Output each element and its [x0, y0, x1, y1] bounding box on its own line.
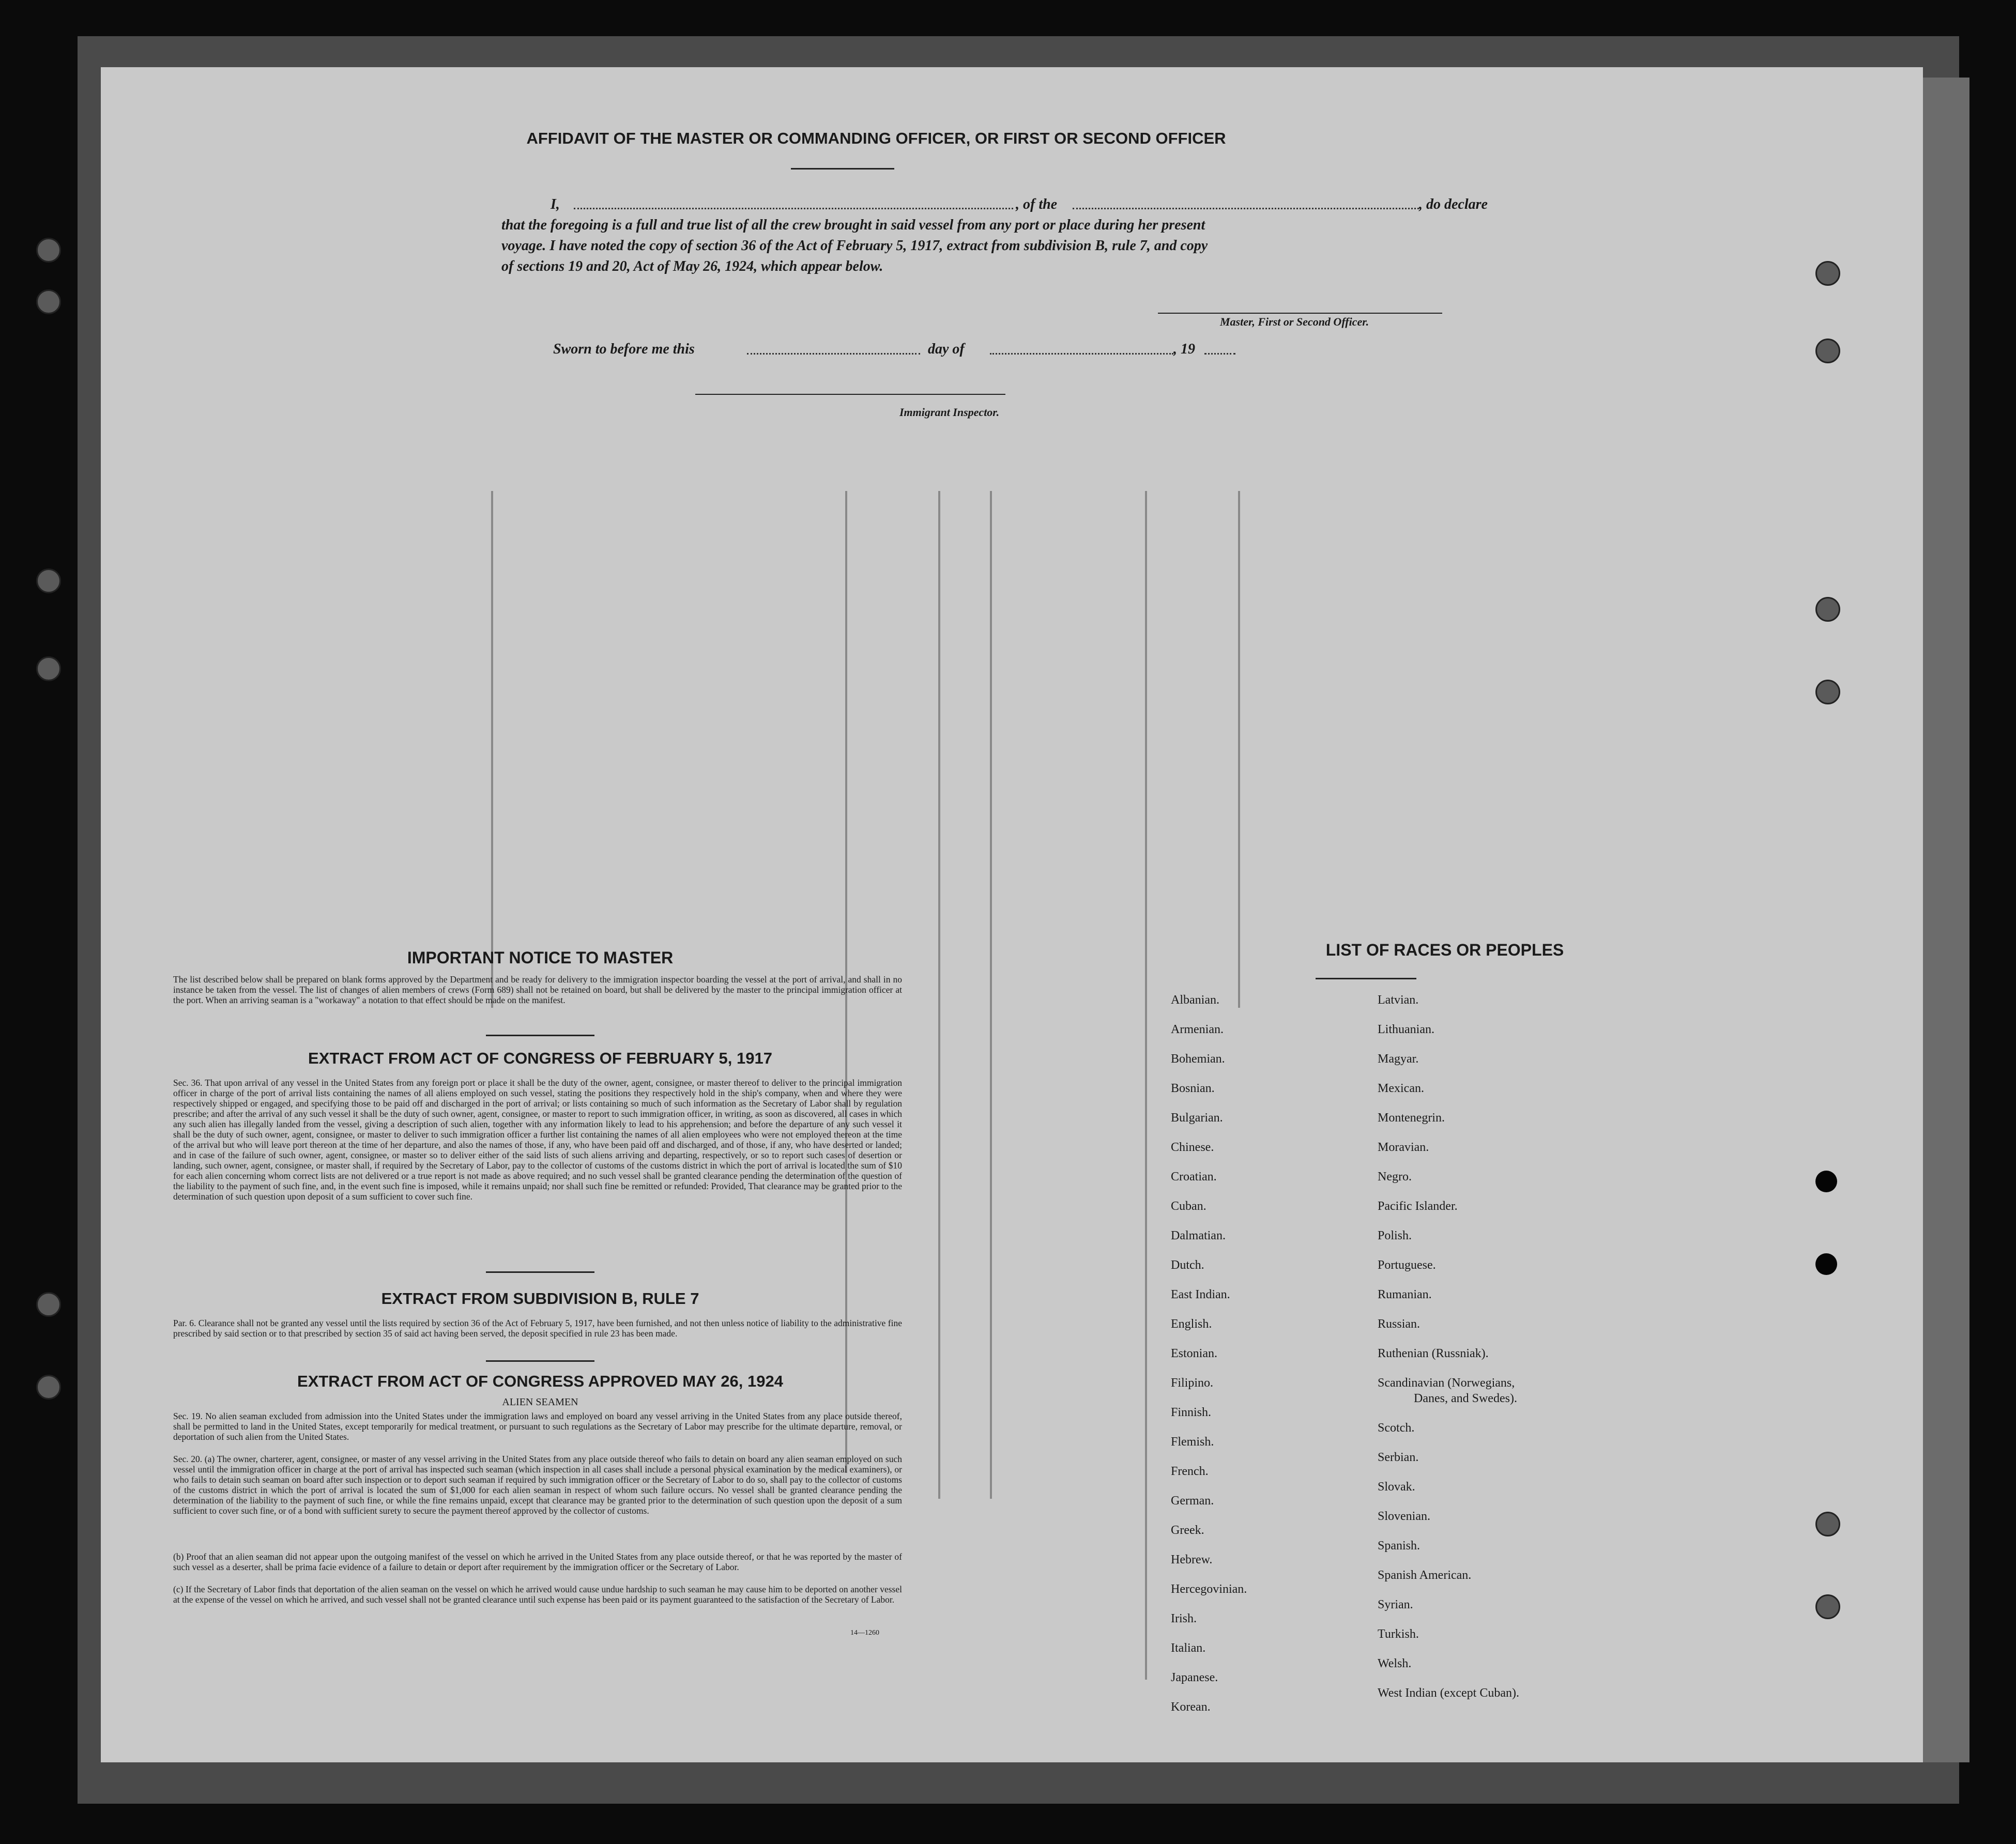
race-item: Finnish. [1171, 1406, 1212, 1419]
alien-seamen-subtitle: ALIEN SEAMEN [502, 1396, 578, 1408]
affidavit-title: AFFIDAVIT OF THE MASTER OR COMMANDING OFFICER, OR FIRST OR SECOND OFFICER [526, 129, 1226, 147]
punch-hole [36, 1375, 61, 1400]
name-blank [574, 208, 1013, 209]
race-item: Rumanian. [1378, 1288, 1432, 1301]
extract-1917-text: Sec. 36. That upon arrival of any vessel in the United States from any foreign port or place it shall be the duty of the owner, agent, consignee, or master thereof to deliver to the principal immigration officer in charge of the port of arrival lists containing the names of all aliens employed on such vessel, stating the positions they respectively hold in the ship's company, when and where they were respectively shipped or engaged, and specifying those to be paid off and discharged in the port of arrival; or lists containing so much of such information as the Secretary of Labor shall by regulation prescribe; and after the arrival of any such vessel it shall be the duty of such owner, agent, consignee, or master to report to such immigration officer, in writing, as soon as discovered, all cases in which any such alien has illegally landed from the vessel, giving a description of such alien, together with any information likely to lead to his apprehension; and before the departure of any such vessel it shall be the duty of such owner, agent, consignee, or master to deliver to such immigration officer a further list containing the names of all alien employees who were not employed thereon at the time of the arrival but who will leave port thereon at the time of her departure, and also the names of those, if any, who have been paid off and discharged, and of those, if any, who have deserted or landed; and in case of the failure of such owner, agent, consignee, or master so to deliver either of the said lists of such aliens arriving and departing, respectively, or so to report such cases of desertion or landing, such owner, agent, consignee, or master shall, if required by the Secretary of Labor, pay to the collector of customs of the customs district in which the port of arrival is located the sum of $10 for each alien concerning whom correct lists are not delivered or a true report is not made as above required; and no such vessel shall be granted clearance pending the determination of the question of the liability to the payment of such fine, and, in the event such fine is imposed, while it remains unpaid; nor shall such fine be remitted or refunded: Provided, That clearance may be granted prior to the determination of such question upon deposit of a sum sufficient to cover such fine. [173, 1078, 902, 1202]
punch-hole [1815, 1171, 1837, 1192]
race-item: Scotch. [1378, 1421, 1415, 1435]
affidavit-do-declare: , do declare [1419, 196, 1488, 212]
punch-hole [1815, 1594, 1840, 1619]
sec19-text: Sec. 19. No alien seaman excluded from admission into the United States under the immigration laws and employed on board any vessel arriving in the United States from any place outside thereof, shall be permitted to land in the United States, except temporarily for medical treatment, or pursuant to such regulations as the Secretary of Labor may prescribe for the ultimate departure, removal, or deportation of such alien from the United States. [173, 1411, 902, 1442]
race-item: Serbian. [1378, 1451, 1419, 1464]
race-item: Slovenian. [1378, 1510, 1430, 1523]
race-item: Greek. [1171, 1524, 1204, 1537]
race-item: Dutch. [1171, 1258, 1204, 1272]
race-item: Montenegrin. [1378, 1111, 1445, 1125]
notice-title: IMPORTANT NOTICE TO MASTER [407, 948, 674, 967]
form-number: 14—1260 [850, 1629, 879, 1637]
month-blank [990, 353, 1173, 355]
notice-text: The list described below shall be prepared on blank forms approved by the Department and be ready for delivery to the immigration inspector boarding the vessel at the port of arrival, and shall in no instance be taken from the vessel. The list of changes of alien members of crews (Form 689) shall not be retained on board, but shall be delivered by the master to the principal immigration officer at the port. When an arriving seaman is a "workaway" a notation to that effect should be made on the manifest. [173, 974, 902, 1005]
document-page [101, 67, 1923, 1762]
day-blank [747, 353, 920, 355]
sec20b-text: (b) Proof that an alien seaman did not appear upon the outgoing manifest of the vessel on which he arrived in the United States from any place outside thereof, or that he was reported by the master of such vessel as a deserter, shall be prima facie evidence of a failure to detain or deport after requirement by the immigration officer or the Secretary of Labor. [173, 1551, 902, 1572]
extract-1917-title: EXTRACT FROM ACT OF CONGRESS OF FEBRUARY 5, 1917 [308, 1049, 772, 1067]
race-item: Bulgarian. [1171, 1111, 1223, 1125]
sec20c-text: (c) If the Secretary of Labor finds that deportation of the alien seaman on the vessel on which he arrived would cause undue hardship to such seaman he may cause him to be deported on another vessel at the expense of the vessel on which he arrived, and such vessel shall not be granted clearance until such expense has been paid or its payment guaranteed to the satisfaction of the Secretary of Labor. [173, 1584, 902, 1605]
signature-label: Master, First or Second Officer. [1220, 315, 1369, 328]
sworn-day-of: day of [928, 341, 965, 357]
affidavit-line3: voyage. I have noted the copy of section 36 of the Act of February 5, 1917, extract from subdivision B, rule 7, and copy [501, 238, 1208, 254]
race-item: Albanian. [1171, 993, 1219, 1007]
rule7-divider [486, 1360, 594, 1362]
race-item: Bohemian. [1171, 1052, 1225, 1066]
race-item: Danes, and Swedes). [1414, 1392, 1517, 1405]
sec20a-text: Sec. 20. (a) The owner, charterer, agent, consignee, or master of any vessel arriving in the United States from any place outside thereof who fails to detain on board any alien seaman employed on such vessel until the immigration officer in charge at the port of arrival has inspected such seaman (which inspection in all cases shall include a personal physical examination by the medical examiners), or who fails to detain such seaman on board after such inspection or to deport such seaman if required by such immigration officer or the Secretary of Labor to do so, shall pay to the collector of customs of the customs district in which the port of arrival is located the sum of $1,000 for each alien seaman in respect of whom such failure occurs. No vessel shall be granted clearance pending the determination of the liability to the payment of such fine, or while the fine remains unpaid, except that clearance may be granted prior to the determination of such question upon the deposit of a sum sufficient to cover such fine, or of a bond with sufficient surety to secure the payment thereof approved by the collector of customs. [173, 1454, 902, 1516]
race-item: Spanish American. [1378, 1569, 1472, 1582]
race-item: East Indian. [1171, 1288, 1230, 1301]
bleed-through-line [1145, 491, 1147, 1680]
race-item: Hebrew. [1171, 1553, 1213, 1566]
signature-line [1158, 313, 1442, 314]
punch-hole [1815, 339, 1840, 363]
race-item: Pacific Islander. [1378, 1200, 1458, 1213]
race-item: Polish. [1378, 1229, 1412, 1242]
race-item: Ruthenian (Russniak). [1378, 1347, 1489, 1360]
rule7-text: Par. 6. Clearance shall not be granted any vessel until the lists required by section 36 of the Act of February 5, 1917, have been furnished, and not then unless notice of liability to the administrative fine prescribed by said section or to that prescribed by section 35 of said act having been served, the deposit specified in rule 23 has been made. [173, 1318, 902, 1339]
race-item: Chinese. [1171, 1141, 1214, 1154]
year-blank [1204, 353, 1235, 355]
punch-hole [36, 1292, 61, 1317]
sworn-year: , 19 [1173, 341, 1195, 357]
race-item: Negro. [1378, 1170, 1412, 1184]
affidavit-line2: that the foregoing is a full and true list of all the crew brought in said vessel from any port or place during her present [501, 217, 1205, 233]
punch-hole [36, 568, 61, 593]
race-item: Latvian. [1378, 993, 1419, 1007]
inspector-label: Immigrant Inspector. [899, 406, 1000, 419]
punch-hole [1815, 680, 1840, 704]
races-title: LIST OF RACES OR PEOPLES [1325, 941, 1564, 959]
affidavit-i: I, [551, 196, 560, 212]
extract-1924-title: EXTRACT FROM ACT OF CONGRESS APPROVED MAY 26, 1924 [297, 1372, 783, 1390]
race-item: Moravian. [1378, 1141, 1429, 1154]
race-item: Dalmatian. [1171, 1229, 1226, 1242]
sworn-prefix: Sworn to before me this [553, 341, 695, 357]
race-item: West Indian (except Cuban). [1378, 1686, 1519, 1700]
punch-hole [1815, 597, 1840, 622]
race-item: Spanish. [1378, 1539, 1421, 1553]
race-item: Syrian. [1378, 1598, 1413, 1611]
bleed-through-line [491, 491, 493, 1008]
race-item: Armenian. [1171, 1023, 1224, 1036]
bleed-through-line [1238, 491, 1240, 1008]
race-item: Croatian. [1171, 1170, 1217, 1184]
affidavit-line4: of sections 19 and 20, Act of May 26, 1924, which appear below. [501, 258, 883, 274]
punch-hole [36, 656, 61, 681]
race-item: Bosnian. [1171, 1082, 1215, 1095]
rule7-title: EXTRACT FROM SUBDIVISION B, RULE 7 [381, 1289, 699, 1308]
race-item: Hercegovinian. [1171, 1582, 1247, 1596]
vessel-blank [1073, 208, 1419, 209]
races-divider [1316, 978, 1416, 979]
punch-hole [1815, 1253, 1837, 1275]
race-item: English. [1171, 1317, 1212, 1331]
extract-1917-divider [486, 1271, 594, 1273]
race-item: Magyar. [1378, 1052, 1419, 1066]
bleed-through-line [938, 491, 940, 1499]
race-item: Cuban. [1171, 1200, 1206, 1213]
race-item: Welsh. [1378, 1657, 1412, 1670]
race-item: Japanese. [1171, 1671, 1218, 1684]
race-item: Flemish. [1171, 1435, 1214, 1449]
punch-hole [36, 289, 61, 314]
inspector-signature-line [695, 394, 1005, 395]
punch-hole [36, 238, 61, 263]
title-underline [791, 168, 894, 170]
race-item: French. [1171, 1465, 1209, 1478]
race-item: Lithuanian. [1378, 1023, 1434, 1036]
races-left-column [1171, 992, 1357, 1729]
punch-hole [1815, 1512, 1840, 1536]
race-item: Korean. [1171, 1700, 1211, 1714]
race-item: Filipino. [1171, 1376, 1214, 1390]
race-item: Estonian. [1171, 1347, 1217, 1360]
race-item: Irish. [1171, 1612, 1197, 1625]
race-item: Turkish. [1378, 1627, 1419, 1641]
race-item: Mexican. [1378, 1082, 1424, 1095]
bleed-through-line [990, 491, 992, 1499]
race-item: Scandinavian (Norwegians, [1378, 1376, 1515, 1390]
punch-hole [1815, 261, 1840, 286]
race-item: German. [1171, 1494, 1214, 1508]
race-item: Portuguese. [1378, 1258, 1436, 1272]
notice-divider [486, 1035, 594, 1036]
race-item: Russian. [1378, 1317, 1421, 1331]
affidavit-of-the: , of the [1016, 196, 1058, 212]
races-right-column [1378, 992, 1667, 1715]
race-item: Italian. [1171, 1641, 1206, 1655]
race-item: Slovak. [1378, 1480, 1415, 1494]
